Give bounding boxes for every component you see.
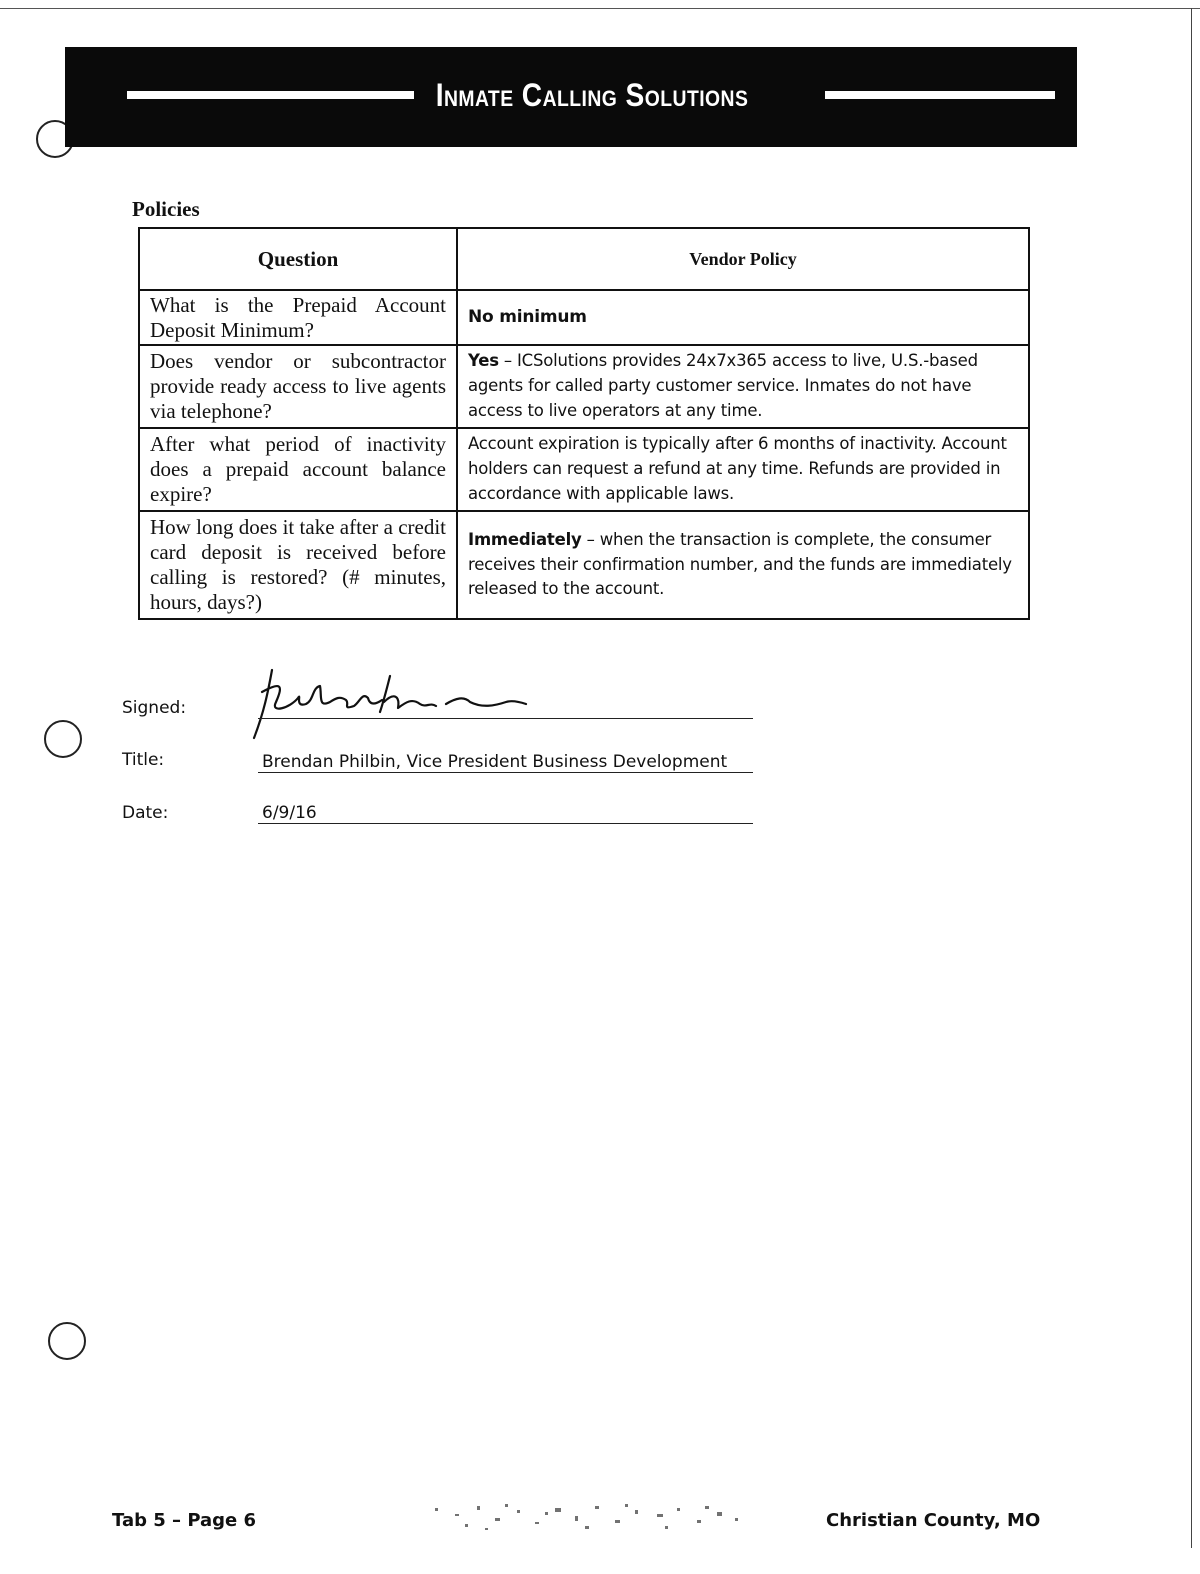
table-row (139, 290, 1029, 345)
page-edge-right (1191, 8, 1192, 1548)
table-header-row (139, 228, 1029, 290)
question-cell: What is the Prepaid Account Deposit Minimum? (139, 290, 457, 345)
signature-line (258, 718, 753, 719)
policy-lead: No minimum (468, 306, 587, 327)
table-row (139, 428, 1029, 511)
policy-lead: Immediately (468, 529, 582, 549)
date-label: Date: (122, 803, 169, 823)
policy-text: – when the transaction is complete, the consumer receives their confirmation number, and the funds are immediately released to the account. (468, 529, 1012, 599)
policy-cell (457, 511, 1029, 619)
signed-label: Signed: (122, 698, 187, 718)
policy-text: – ICSolutions provides 24x7x365 access to live, U.S.-based agents for called party customer service. Inmates do not have access to live operators at any time. (468, 351, 978, 420)
handwritten-signature (250, 662, 540, 742)
date-line (258, 823, 753, 824)
question-cell: After what period of inactivity does a prepaid account balance expire? (139, 428, 457, 511)
punch-hole-icon (48, 1322, 86, 1360)
column-header-question: Question (139, 228, 457, 290)
title-value: Brendan Philbin, Vice President Business Development (262, 752, 728, 772)
policy-cell (457, 428, 1029, 511)
banner-rule-left (127, 91, 414, 99)
letterhead-banner (65, 47, 1077, 147)
policies-table (138, 227, 1030, 620)
punch-hole-icon (44, 720, 82, 758)
page-edge-top (0, 8, 1200, 9)
title-line (258, 772, 753, 773)
title-label: Title: (122, 750, 165, 770)
county-name: Christian County, MO (826, 1510, 1041, 1531)
policy-cell (457, 345, 1029, 428)
policy-lead: Yes (468, 351, 499, 371)
question-cell: Does vendor or subcontractor provide ready access to live agents via telephone? (139, 345, 457, 428)
table-row (139, 511, 1029, 619)
question-cell: How long does it take after a credit card deposit is received before calling is restored? (# minutes, hours, days?) (139, 511, 457, 619)
policy-cell (457, 290, 1029, 345)
table-row (139, 345, 1029, 428)
section-title: Policies (132, 197, 200, 221)
column-header-vendor-policy: Vendor Policy (457, 228, 1029, 290)
policy-text: Account expiration is typically after 6 months of inactivity. Account holders can request a refund at any time. Refunds are provided in accordance with applicable laws. (468, 434, 1007, 503)
page-number: Tab 5 – Page 6 (112, 1510, 257, 1531)
scan-stamp-mark (425, 1500, 755, 1536)
date-value: 6/9/16 (262, 803, 317, 823)
company-name: Inmate Calling Solutions (435, 77, 749, 113)
banner-rule-right (825, 91, 1055, 99)
